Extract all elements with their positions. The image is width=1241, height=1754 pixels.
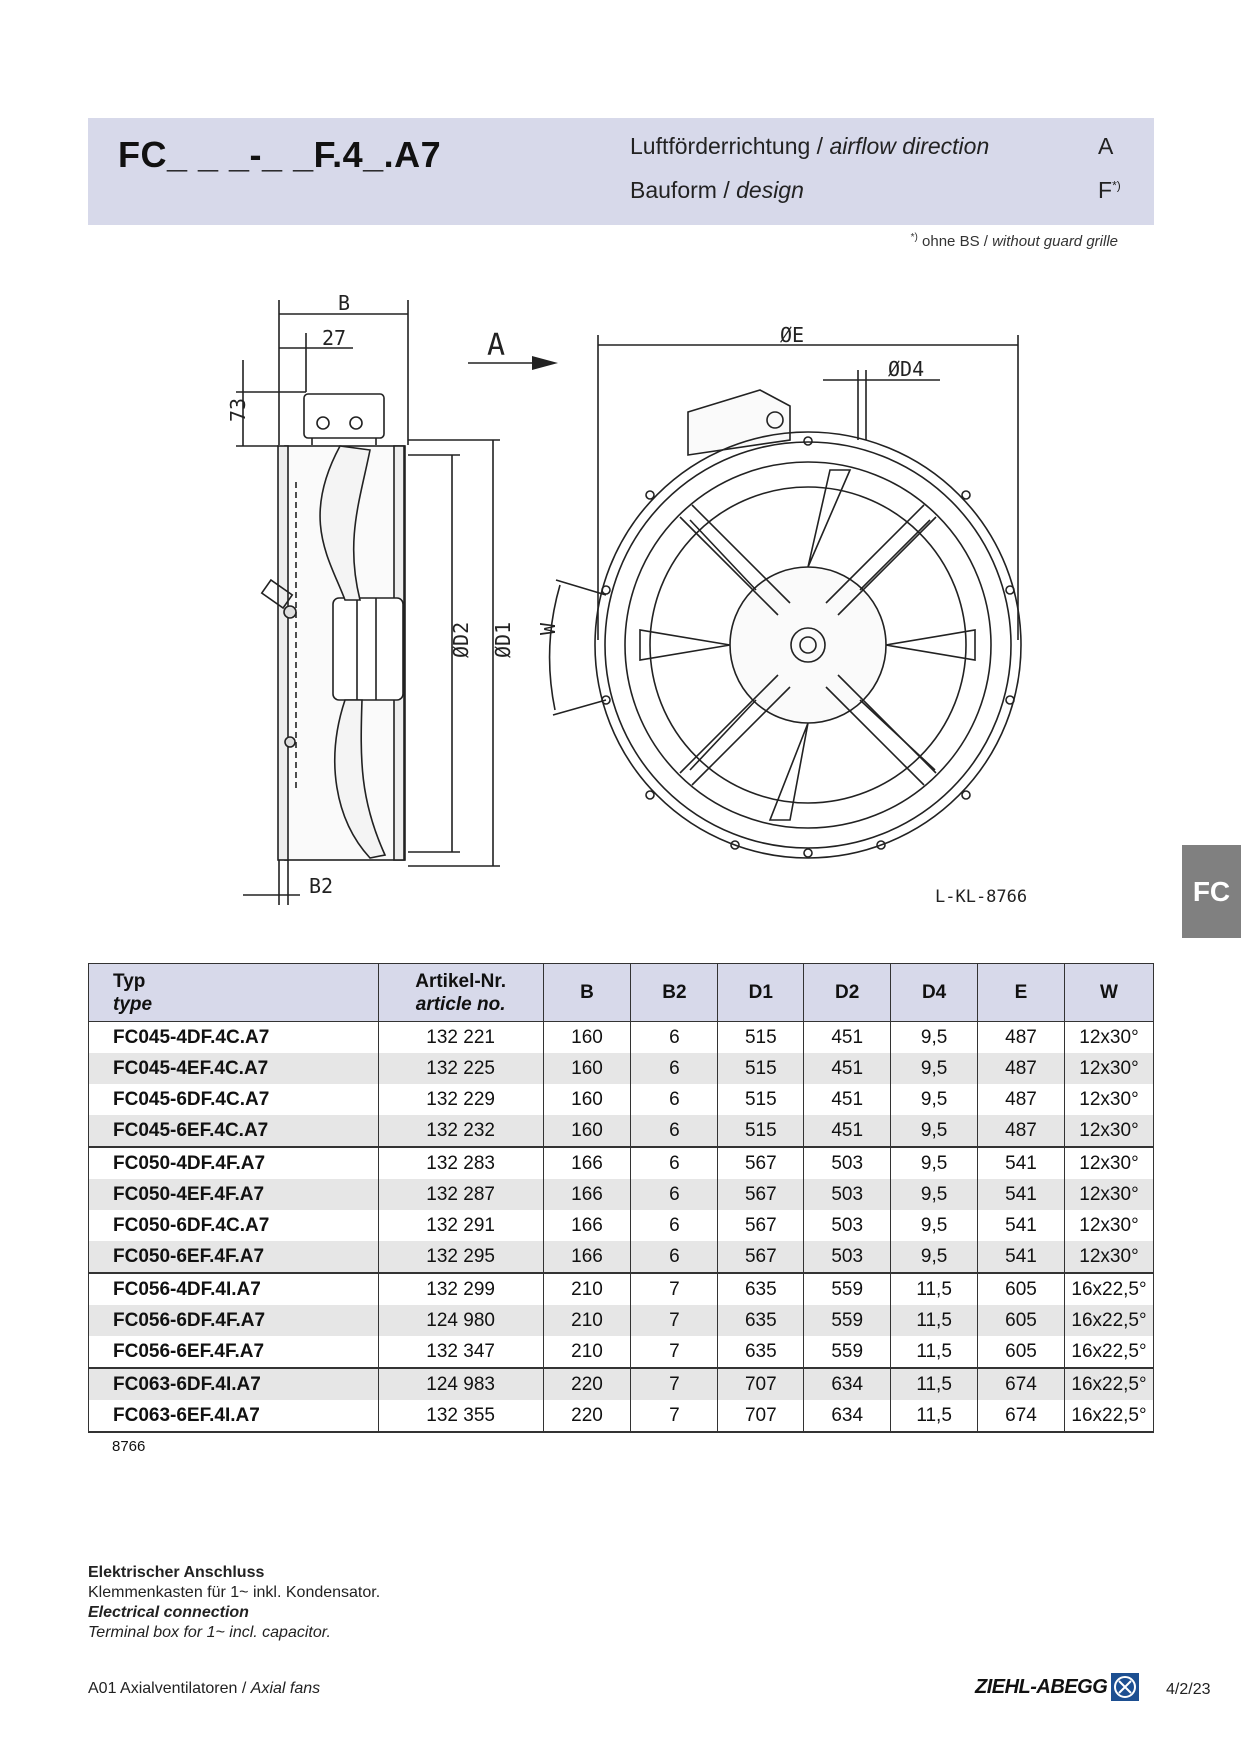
cell-article: 132 287 (378, 1179, 543, 1210)
cell-b: 166 (543, 1179, 631, 1210)
cell-d2: 634 (804, 1368, 891, 1400)
cell-article: 132 225 (378, 1053, 543, 1084)
cell-d1: 515 (718, 1115, 804, 1147)
brand-emblem-icon (1110, 1672, 1140, 1702)
cell-e: 541 (978, 1147, 1065, 1179)
spec-table (88, 963, 1154, 1433)
header-d2: D2 (804, 964, 891, 1022)
table-row (89, 1053, 1154, 1084)
cell-b: 160 (543, 1053, 631, 1084)
header-e: E (978, 964, 1065, 1022)
cell-type: FC056-4DF.4I.A7 (89, 1273, 379, 1305)
cell-b: 166 (543, 1241, 631, 1273)
electrical-title-en: Electrical connection (88, 1604, 249, 1621)
header-type-en: type (113, 993, 153, 1015)
cell-w: 12x30° (1064, 1210, 1153, 1241)
cell-article: 132 283 (378, 1147, 543, 1179)
design-label-en: design (736, 177, 804, 203)
dim-b2-label: B2 (309, 874, 334, 898)
cell-d4: 11,5 (891, 1368, 978, 1400)
footer-date: 4/2/23 (1166, 1681, 1211, 1698)
cell-b2: 7 (631, 1368, 718, 1400)
cell-d4: 11,5 (891, 1305, 978, 1336)
cell-b: 160 (543, 1084, 631, 1115)
cell-article: 132 229 (378, 1084, 543, 1115)
header-w: W (1064, 964, 1153, 1022)
airflow-arrow-label: A (487, 328, 506, 363)
electrical-title-de: Elektrischer Anschluss (88, 1564, 265, 1581)
cell-d2: 634 (804, 1400, 891, 1432)
cell-b2: 6 (631, 1053, 718, 1084)
cell-d1: 567 (718, 1241, 804, 1273)
dim-27-label: 27 (322, 326, 347, 350)
dim-d4-label: ØD4 (888, 357, 925, 381)
header-article-en: article no. (415, 993, 506, 1015)
cell-e: 487 (978, 1022, 1065, 1054)
cell-d1: 635 (718, 1305, 804, 1336)
cell-d2: 451 (804, 1022, 891, 1054)
cell-w: 16x22,5° (1064, 1305, 1153, 1336)
cell-w: 12x30° (1064, 1179, 1153, 1210)
cell-type: FC050-6EF.4F.A7 (89, 1241, 379, 1273)
table-row (89, 1022, 1154, 1054)
front-view (550, 335, 1021, 858)
cell-d2: 451 (804, 1115, 891, 1147)
cell-b2: 6 (631, 1179, 718, 1210)
cell-type: FC050-4EF.4F.A7 (89, 1179, 379, 1210)
cell-type: FC063-6EF.4I.A7 (89, 1400, 379, 1432)
cell-d2: 451 (804, 1084, 891, 1115)
cell-b: 210 (543, 1336, 631, 1368)
cell-w: 12x30° (1064, 1053, 1153, 1084)
side-view (236, 300, 500, 905)
cell-d2: 503 (804, 1179, 891, 1210)
cell-w: 16x22,5° (1064, 1368, 1153, 1400)
cell-type: FC056-6EF.4F.A7 (89, 1336, 379, 1368)
header-d4: D4 (891, 964, 978, 1022)
cell-d4: 9,5 (891, 1241, 978, 1273)
cell-article: 132 355 (378, 1400, 543, 1432)
cell-e: 605 (978, 1273, 1065, 1305)
cell-b2: 6 (631, 1022, 718, 1054)
cell-e: 541 (978, 1210, 1065, 1241)
cell-type: FC045-6EF.4C.A7 (89, 1115, 379, 1147)
cell-d4: 9,5 (891, 1053, 978, 1084)
table-row (89, 1336, 1154, 1368)
header-b2: B2 (631, 964, 718, 1022)
table-row (89, 1400, 1154, 1432)
cell-d1: 567 (718, 1179, 804, 1210)
cell-b2: 6 (631, 1147, 718, 1179)
cell-d4: 9,5 (891, 1115, 978, 1147)
cell-e: 674 (978, 1400, 1065, 1432)
cell-d1: 707 (718, 1400, 804, 1432)
cell-b2: 7 (631, 1305, 718, 1336)
cell-b2: 7 (631, 1336, 718, 1368)
cell-d4: 11,5 (891, 1400, 978, 1432)
header-article-de: Artikel-Nr. (415, 970, 507, 992)
table-row (89, 1179, 1154, 1210)
cell-d2: 503 (804, 1147, 891, 1179)
cell-b: 160 (543, 1115, 631, 1147)
airflow-value: A (1098, 133, 1114, 159)
table-row (89, 1147, 1154, 1179)
cell-d1: 515 (718, 1084, 804, 1115)
cell-b2: 6 (631, 1084, 718, 1115)
table-row (89, 1115, 1154, 1147)
cell-d1: 707 (718, 1368, 804, 1400)
cell-b2: 7 (631, 1273, 718, 1305)
cell-b: 210 (543, 1305, 631, 1336)
cell-w: 16x22,5° (1064, 1336, 1153, 1368)
design-label-de: Bauform / (630, 177, 730, 203)
cell-d1: 635 (718, 1273, 804, 1305)
design-value-letter: F (1098, 177, 1113, 203)
cell-d1: 515 (718, 1053, 804, 1084)
cell-article: 132 299 (378, 1273, 543, 1305)
electrical-connection (88, 1563, 380, 1643)
cell-b2: 6 (631, 1210, 718, 1241)
table-row (89, 1273, 1154, 1305)
cell-w: 16x22,5° (1064, 1400, 1153, 1432)
table-body (89, 1022, 1154, 1433)
airflow-label-de: Luftförderrichtung / (630, 133, 824, 159)
cell-e: 487 (978, 1115, 1065, 1147)
table-row (89, 1210, 1154, 1241)
cell-type: FC056-6DF.4F.A7 (89, 1305, 379, 1336)
header-d1: D1 (718, 964, 804, 1022)
cell-d1: 515 (718, 1022, 804, 1054)
cell-article: 132 295 (378, 1241, 543, 1273)
cell-e: 605 (978, 1305, 1065, 1336)
cell-d2: 503 (804, 1210, 891, 1241)
header-type-de: Typ (113, 970, 146, 992)
dim-d1-label: ØD1 (491, 621, 515, 658)
cell-article: 124 983 (378, 1368, 543, 1400)
table-header-row (89, 964, 1154, 1022)
table-row (89, 1241, 1154, 1273)
cell-d4: 9,5 (891, 1022, 978, 1054)
cell-type: FC045-4EF.4C.A7 (89, 1053, 379, 1084)
cell-b2: 6 (631, 1115, 718, 1147)
cell-d1: 567 (718, 1210, 804, 1241)
cell-e: 487 (978, 1053, 1065, 1084)
cell-d2: 559 (804, 1273, 891, 1305)
cell-article: 124 980 (378, 1305, 543, 1336)
cell-d4: 9,5 (891, 1084, 978, 1115)
brand-logo (975, 1672, 1140, 1702)
brand-name: ZIEHL-ABEGG (975, 1675, 1108, 1698)
cell-d2: 503 (804, 1241, 891, 1273)
electrical-text-de: Klemmenkasten für 1~ inkl. Kondensator. (88, 1584, 381, 1601)
cell-w: 12x30° (1064, 1147, 1153, 1179)
cell-d4: 9,5 (891, 1179, 978, 1210)
dim-b-label: B (338, 291, 351, 315)
cell-type: FC050-6DF.4C.A7 (89, 1210, 379, 1241)
drawing-reference: L-KL-8766 (935, 887, 1028, 907)
cell-type: FC045-4DF.4C.A7 (89, 1022, 379, 1054)
cell-e: 541 (978, 1179, 1065, 1210)
cell-article: 132 232 (378, 1115, 543, 1147)
cell-w: 12x30° (1064, 1084, 1153, 1115)
cell-article: 132 221 (378, 1022, 543, 1054)
cell-b: 166 (543, 1210, 631, 1241)
footer-section (88, 1680, 320, 1698)
cell-w: 12x30° (1064, 1022, 1153, 1054)
dim-d2-label: ØD2 (449, 621, 473, 658)
cell-w: 16x22,5° (1064, 1273, 1153, 1305)
cell-e: 541 (978, 1241, 1065, 1273)
cell-article: 132 291 (378, 1210, 543, 1241)
cell-e: 487 (978, 1084, 1065, 1115)
cell-b: 166 (543, 1147, 631, 1179)
electrical-text-en: Terminal box for 1~ incl. capacitor. (88, 1624, 331, 1641)
footnote-de: ohne BS / (922, 233, 988, 250)
table-row (89, 1368, 1154, 1400)
cell-d1: 635 (718, 1336, 804, 1368)
cell-e: 674 (978, 1368, 1065, 1400)
dim-w-label: W (536, 622, 560, 635)
cell-w: 12x30° (1064, 1241, 1153, 1273)
header-type (89, 964, 379, 1022)
cell-b: 160 (543, 1022, 631, 1054)
cell-b2: 7 (631, 1400, 718, 1432)
cell-d1: 567 (718, 1147, 804, 1179)
table-row (89, 1305, 1154, 1336)
header-b: B (543, 964, 631, 1022)
cell-d4: 11,5 (891, 1336, 978, 1368)
cell-w: 12x30° (1064, 1115, 1153, 1147)
design-sup: *) (1112, 178, 1121, 193)
cell-d4: 9,5 (891, 1147, 978, 1179)
section-tab: FC (1182, 845, 1241, 938)
table-code: 8766 (112, 1438, 146, 1455)
header-article (378, 964, 543, 1022)
footnote-mark: *) (910, 232, 918, 243)
footnote-en: without guard grille (992, 233, 1118, 250)
cell-d2: 559 (804, 1305, 891, 1336)
footer-left-en: Axial fans (250, 1680, 321, 1697)
cell-b: 220 (543, 1400, 631, 1432)
cell-d2: 559 (804, 1336, 891, 1368)
cell-type: FC045-6DF.4C.A7 (89, 1084, 379, 1115)
cell-d2: 451 (804, 1053, 891, 1084)
cell-type: FC050-4DF.4F.A7 (89, 1147, 379, 1179)
table-row (89, 1084, 1154, 1115)
airflow-label-en: airflow direction (829, 133, 990, 159)
dim-e-label: ØE (780, 323, 805, 347)
cell-d4: 9,5 (891, 1210, 978, 1241)
cell-type: FC063-6DF.4I.A7 (89, 1368, 379, 1400)
cell-b: 210 (543, 1273, 631, 1305)
footer-left-de: A01 Axialventilatoren / (88, 1680, 247, 1697)
cell-d4: 11,5 (891, 1273, 978, 1305)
model-code: FC_ _ _-_ _F.4_.A7 (118, 134, 442, 175)
cell-b: 220 (543, 1368, 631, 1400)
cell-e: 605 (978, 1336, 1065, 1368)
cell-article: 132 347 (378, 1336, 543, 1368)
dim-73-label: 73 (226, 397, 250, 422)
cell-b2: 6 (631, 1241, 718, 1273)
